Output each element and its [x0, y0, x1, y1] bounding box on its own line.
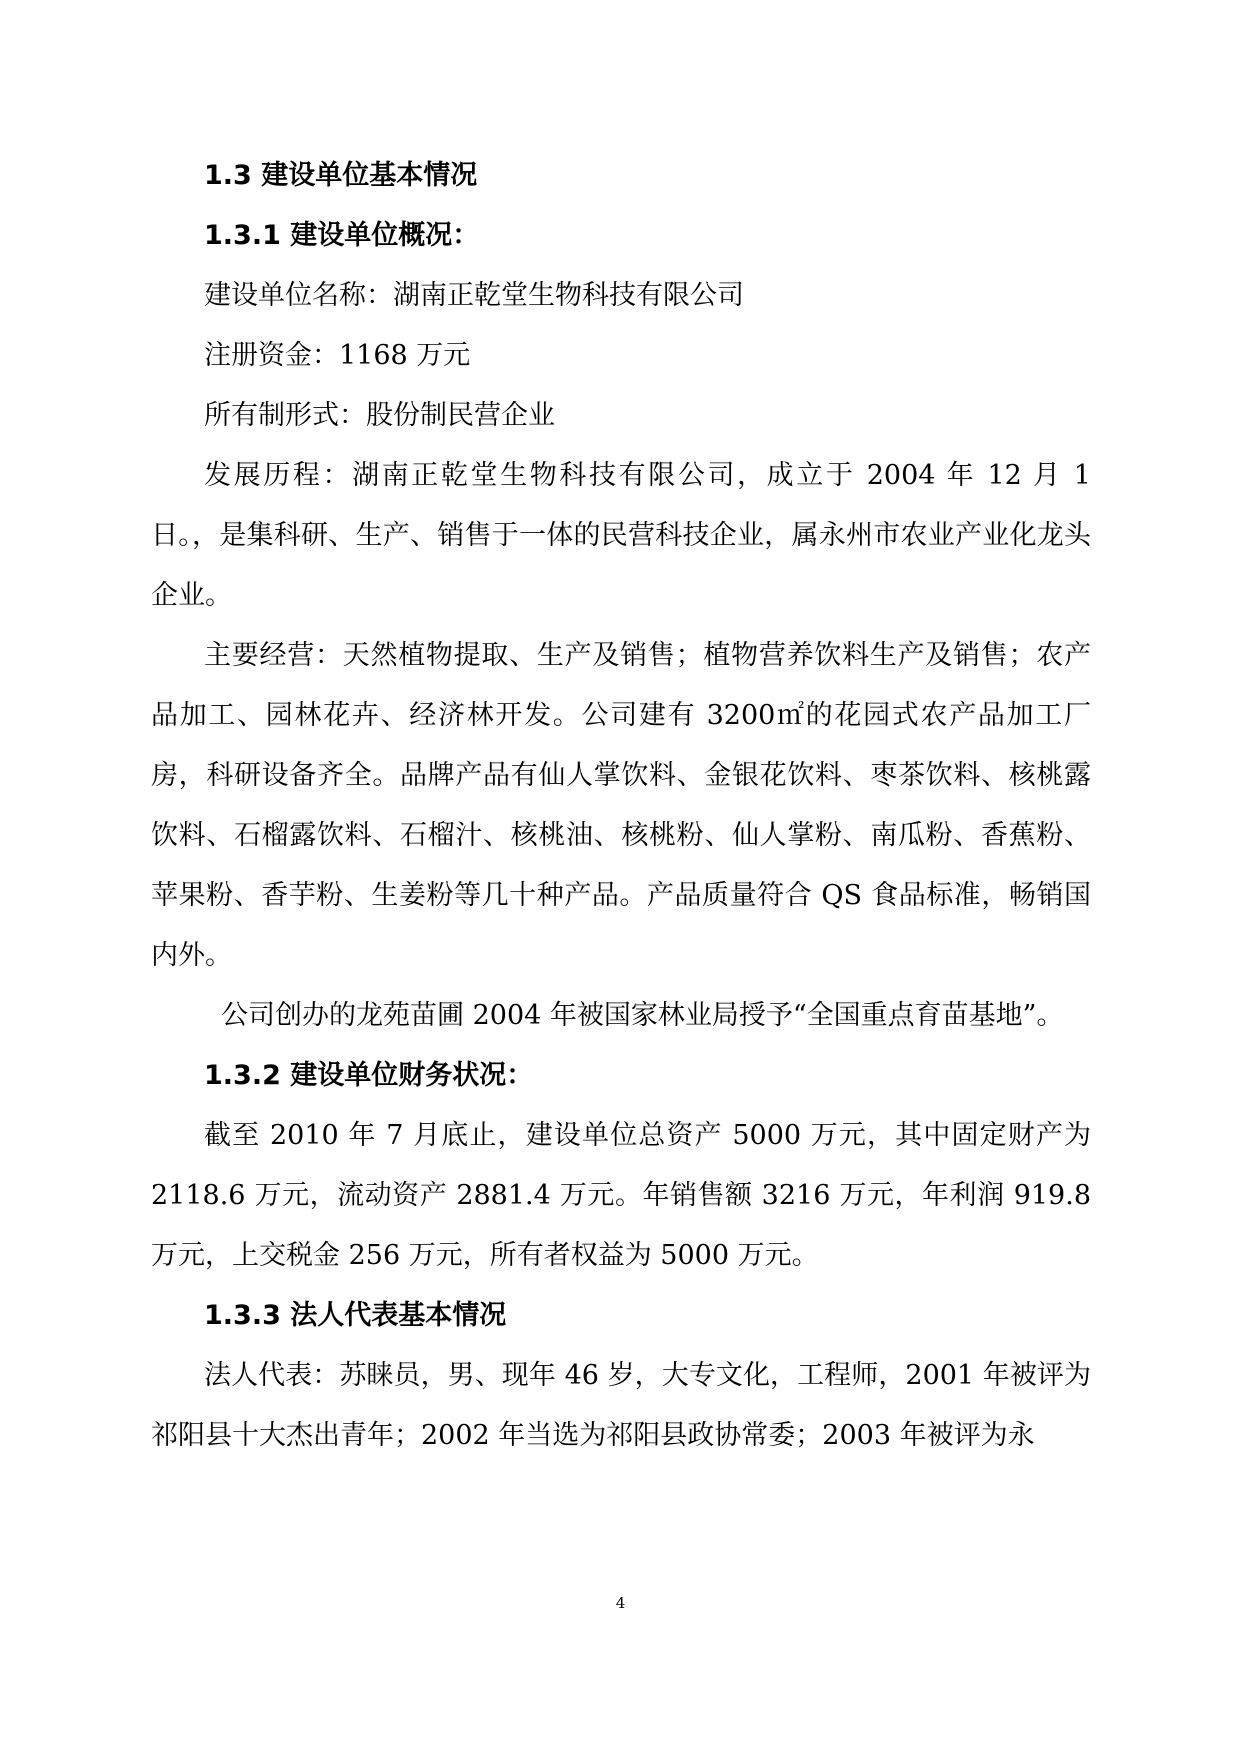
registered-capital-line: 注册资金：1168 万元	[204, 340, 471, 371]
representative-paragraph: 法人代表：苏睐员，男、现年 46 岁，大专文化，工程师，2001 年被评为祁阳县十大杰出青年；2002 年当选为祁阳县政协常委；2003 年被评为永	[151, 1360, 1091, 1451]
subsection-heading-overview: 1.3.1 建设单位概况：	[204, 220, 480, 251]
subsection-heading-representative: 1.3.3 法人代表基本情况	[204, 1300, 507, 1331]
history-paragraph: 发展历程：湖南正乾堂生物科技有限公司，成立于 2004 年 12 月 1 日。，是集科研、生产、销售于一体的民营科技企业，属永州市农业产业化龙头企业。	[151, 460, 1091, 611]
section-heading: 1.3 建设单位基本情况	[204, 160, 478, 191]
ownership-line: 所有制形式：股份制民营企业	[204, 400, 555, 431]
business-paragraph: 主要经营：天然植物提取、生产及销售；植物营养饮料生产及销售；农产品加工、园林花卉、经济林开发。公司建有 3200㎡的花园式农产品加工厂房，科研设备齐全。品牌产品有仙人掌饮料、金银花饮料、枣茶饮料、核桃露饮料、石榴露饮料、石榴汁、核桃油、核桃粉、仙人掌粉、南瓜粉、香蕉粉、苹果粉、香芋粉、生姜粉等几十种产品。产品质量符合 QS 食品标准，畅销国内外。	[151, 640, 1091, 971]
page-number: 4	[615, 1594, 626, 1612]
finance-paragraph: 截至 2010 年 7 月底止，建设单位总资产 5000 万元，其中固定财产为 2118.6 万元，流动资产 2881.4 万元。年销售额 3216 万元，年利润 919.8 万元，上交税金 256 万元，所有者权益为 5000 万元。	[151, 1120, 1091, 1271]
nursery-paragraph: 公司创办的龙苑苗圃 2004 年被国家林业局授予“全国重点育苗基地”。	[221, 1000, 1064, 1031]
company-name-line: 建设单位名称：湖南正乾堂生物科技有限公司	[204, 280, 744, 311]
page-body	[151, 146, 1091, 1466]
subsection-heading-finance: 1.3.2 建设单位财务状况：	[204, 1060, 534, 1091]
